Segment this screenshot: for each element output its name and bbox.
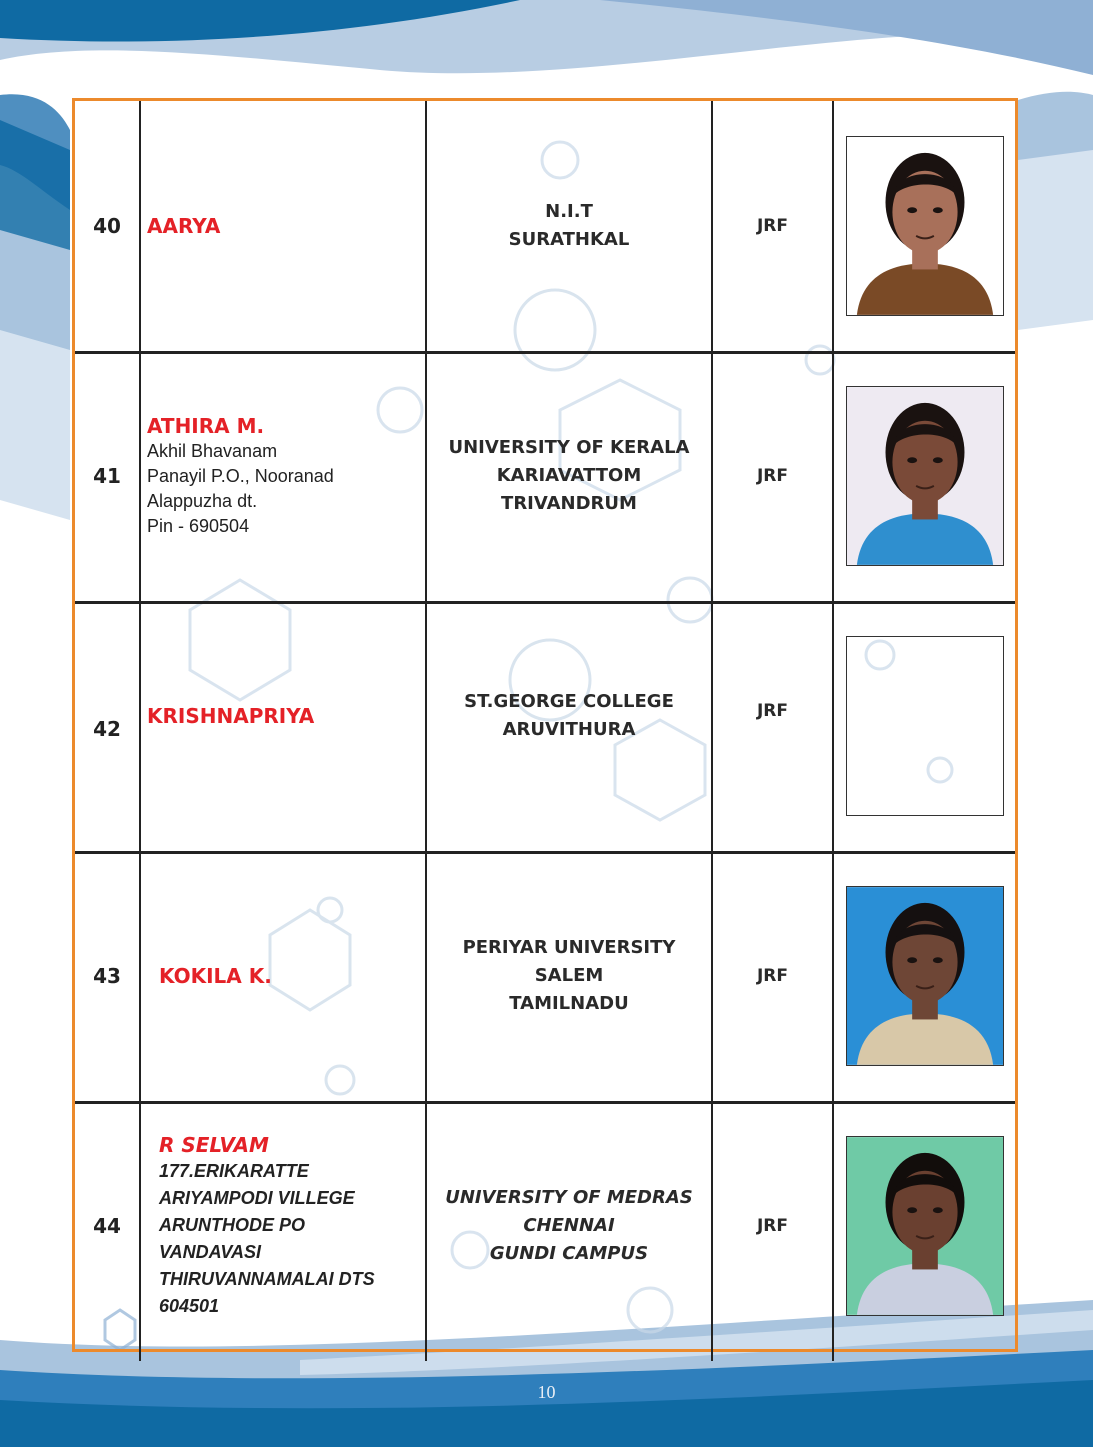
portrait-illustration xyxy=(847,887,1003,1065)
institution: ST.GEORGE COLLEGE ARUVITHURA xyxy=(464,691,674,740)
candidate-info xyxy=(141,213,220,239)
table-row xyxy=(75,101,1015,354)
table-row xyxy=(75,1101,1015,1351)
row-number: 41 xyxy=(93,464,121,488)
address-line: VANDAVASI xyxy=(159,1242,262,1262)
candidate-photo xyxy=(846,1136,1004,1316)
row-number: 44 xyxy=(93,1214,121,1238)
institution: UNIVERSITY OF MEDRAS CHENNAI GUNDI CAMPUS xyxy=(445,1187,693,1264)
candidate-info xyxy=(141,703,314,729)
row-number: 43 xyxy=(93,964,121,988)
address-line: ARIYAMPODI VILLEGE xyxy=(159,1188,355,1208)
category: JRF xyxy=(756,466,789,486)
page-number: 10 xyxy=(537,1382,556,1402)
candidate-name: AARYA xyxy=(147,214,221,238)
candidate-name: ATHIRA M. xyxy=(147,414,265,438)
category: JRF xyxy=(756,966,789,986)
candidate-info xyxy=(141,1132,375,1320)
candidate-info xyxy=(141,413,334,539)
category: JRF xyxy=(756,701,789,721)
category: JRF xyxy=(756,216,789,236)
address-line: THIRUVANNAMALAI DTS xyxy=(159,1269,375,1289)
row-number: 42 xyxy=(93,717,121,741)
portrait-illustration xyxy=(847,137,1003,315)
address-line: 177.ERIKARATTE xyxy=(159,1161,309,1181)
row-number: 40 xyxy=(93,214,121,238)
candidate-photo xyxy=(846,886,1004,1066)
table-row xyxy=(75,351,1015,604)
candidate-name: KRISHNAPRIYA xyxy=(147,704,315,728)
table-row xyxy=(75,851,1015,1104)
address-line: Panayil P.O., Nooranad xyxy=(147,466,334,486)
photo-placeholder xyxy=(846,636,1004,816)
candidate-photo xyxy=(846,386,1004,566)
candidate-name: KOKILA K. xyxy=(159,964,272,988)
results-table xyxy=(72,98,1018,1352)
portrait-illustration xyxy=(847,387,1003,565)
address-line: 604501 xyxy=(159,1296,220,1316)
institution: N.I.T SURATHKAL xyxy=(508,201,630,250)
portrait-illustration xyxy=(847,1137,1003,1315)
institution: UNIVERSITY OF KERALA KARIAVATTOM TRIVANDRUM xyxy=(448,437,690,514)
address-line: Pin - 690504 xyxy=(147,516,250,536)
table-row xyxy=(75,601,1015,854)
candidate-name: R SELVAM xyxy=(159,1133,269,1157)
candidate-photo xyxy=(846,136,1004,316)
candidate-info xyxy=(141,963,272,989)
address-line: Akhil Bhavanam xyxy=(147,441,278,461)
institution: PERIYAR UNIVERSITY SALEM TAMILNADU xyxy=(462,937,676,1014)
address-line: Alappuzha dt. xyxy=(147,491,258,511)
category: JRF xyxy=(756,1216,789,1236)
address-line: ARUNTHODE PO xyxy=(159,1215,306,1235)
